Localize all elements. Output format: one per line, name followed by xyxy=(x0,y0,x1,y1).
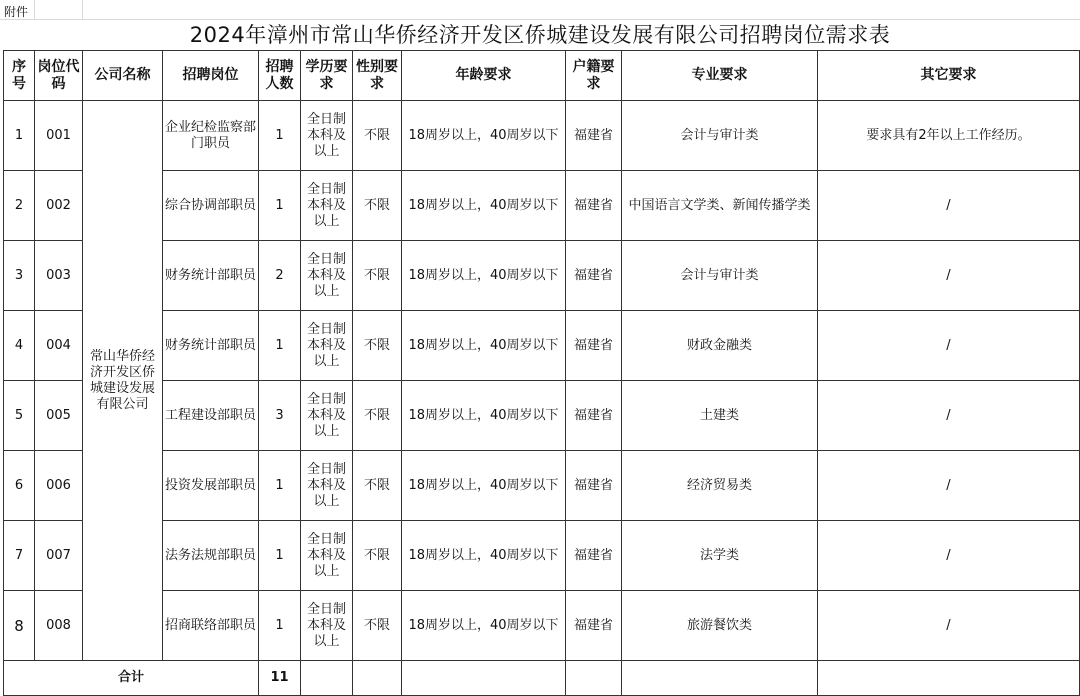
cell-position: 工程建设部职员 xyxy=(163,381,259,451)
cell-household: 福建省 xyxy=(566,311,622,381)
cell-education: 全日制本科及以上 xyxy=(301,381,353,451)
total-count: 11 xyxy=(259,661,301,696)
cell-other: / xyxy=(818,241,1080,311)
header-other: 其它要求 xyxy=(818,51,1080,101)
cell-count: 3 xyxy=(259,381,301,451)
cell-seq: 7 xyxy=(4,521,35,591)
cell-age: 18周岁以上，40周岁以下 xyxy=(402,451,566,521)
cell-age: 18周岁以上，40周岁以下 xyxy=(402,591,566,661)
cell-other: / xyxy=(818,171,1080,241)
cell-household: 福建省 xyxy=(566,591,622,661)
cell-age: 18周岁以上，40周岁以下 xyxy=(402,311,566,381)
cell-household: 福建省 xyxy=(566,451,622,521)
cell-household: 福建省 xyxy=(566,241,622,311)
cell-gender: 不限 xyxy=(353,101,402,171)
cell-gender: 不限 xyxy=(353,381,402,451)
cell-other: / xyxy=(818,451,1080,521)
cell-seq: 1 xyxy=(4,101,35,171)
table-row xyxy=(4,521,1080,591)
cell-position: 投资发展部职员 xyxy=(163,451,259,521)
cell-position: 综合协调部职员 xyxy=(163,171,259,241)
cell-major: 中国语言文学类、新闻传播学类 xyxy=(622,171,818,241)
cell-code: 001 xyxy=(35,101,83,171)
header-position: 招聘岗位 xyxy=(163,51,259,101)
cell-major: 财政金融类 xyxy=(622,311,818,381)
cell-code: 002 xyxy=(35,171,83,241)
cell-education: 全日制本科及以上 xyxy=(301,101,353,171)
cell-other: / xyxy=(818,311,1080,381)
cell-code: 005 xyxy=(35,381,83,451)
cell-gender: 不限 xyxy=(353,311,402,381)
cell-major: 会计与审计类 xyxy=(622,241,818,311)
cell-gender: 不限 xyxy=(353,521,402,591)
gridline xyxy=(34,0,35,20)
cell-gender: 不限 xyxy=(353,241,402,311)
table-header-row xyxy=(4,51,1080,101)
header-count: 招聘人数 xyxy=(259,51,301,101)
cell-count: 2 xyxy=(259,241,301,311)
cell-education: 全日制本科及以上 xyxy=(301,591,353,661)
attachment-label: 附件 xyxy=(4,5,29,19)
header-code: 岗位代码 xyxy=(35,51,83,101)
cell-household: 福建省 xyxy=(566,101,622,171)
cell-code: 008 xyxy=(35,591,83,661)
table-row xyxy=(4,171,1080,241)
header-seq: 序号 xyxy=(4,51,35,101)
cell-other: / xyxy=(818,381,1080,451)
cell-other: 要求具有2年以上工作经历。 xyxy=(818,101,1080,171)
cell-other: / xyxy=(818,591,1080,661)
cell-position: 招商联络部职员 xyxy=(163,591,259,661)
table-row xyxy=(4,311,1080,381)
cell-seq: 2 xyxy=(4,171,35,241)
cell-position: 财务统计部职员 xyxy=(163,241,259,311)
cell-education: 全日制本科及以上 xyxy=(301,521,353,591)
cell-major: 旅游餐饮类 xyxy=(622,591,818,661)
cell-education: 全日制本科及以上 xyxy=(301,171,353,241)
cell-code: 003 xyxy=(35,241,83,311)
cell-major: 会计与审计类 xyxy=(622,101,818,171)
cell-gender: 不限 xyxy=(353,591,402,661)
header-age: 年龄要求 xyxy=(402,51,566,101)
cell-seq: 6 xyxy=(4,451,35,521)
total-empty-cell xyxy=(301,661,353,696)
cell-code: 007 xyxy=(35,521,83,591)
header-household: 户籍要求 xyxy=(566,51,622,101)
cell-education: 全日制本科及以上 xyxy=(301,451,353,521)
table-row xyxy=(4,101,1080,171)
attachment-row xyxy=(0,0,1080,20)
total-empty-cell xyxy=(818,661,1080,696)
total-label: 合计 xyxy=(4,661,259,696)
cell-code: 004 xyxy=(35,311,83,381)
total-empty-cell xyxy=(353,661,402,696)
cell-age: 18周岁以上，40周岁以下 xyxy=(402,101,566,171)
cell-count: 1 xyxy=(259,171,301,241)
cell-age: 18周岁以上，40周岁以下 xyxy=(402,171,566,241)
header-major: 专业要求 xyxy=(622,51,818,101)
page-title: 2024年漳州市常山华侨经济开发区侨城建设发展有限公司招聘岗位需求表 xyxy=(189,23,891,47)
cell-education: 全日制本科及以上 xyxy=(301,241,353,311)
header-education: 学历要求 xyxy=(301,51,353,101)
cell-count: 1 xyxy=(259,521,301,591)
cell-seq: 3 xyxy=(4,241,35,311)
cell-count: 1 xyxy=(259,101,301,171)
cell-seq: 8 xyxy=(4,591,35,661)
cell-position: 财务统计部职员 xyxy=(163,311,259,381)
cell-gender: 不限 xyxy=(353,171,402,241)
total-empty-cell xyxy=(566,661,622,696)
cell-education: 全日制本科及以上 xyxy=(301,311,353,381)
cell-major: 土建类 xyxy=(622,381,818,451)
table-row xyxy=(4,591,1080,661)
header-company: 公司名称 xyxy=(83,51,163,101)
header-gender: 性别要求 xyxy=(353,51,402,101)
total-empty-cell xyxy=(622,661,818,696)
cell-position: 法务法规部职员 xyxy=(163,521,259,591)
cell-age: 18周岁以上，40周岁以下 xyxy=(402,521,566,591)
cell-seq: 5 xyxy=(4,381,35,451)
gridline xyxy=(82,0,83,20)
cell-seq: 4 xyxy=(4,311,35,381)
table-row xyxy=(4,451,1080,521)
table-row xyxy=(4,381,1080,451)
cell-code: 006 xyxy=(35,451,83,521)
cell-household: 福建省 xyxy=(566,381,622,451)
cell-count: 1 xyxy=(259,451,301,521)
cell-major: 法学类 xyxy=(622,521,818,591)
cell-position: 企业纪检监察部门职员 xyxy=(163,101,259,171)
total-row xyxy=(4,661,1080,696)
cell-household: 福建省 xyxy=(566,171,622,241)
table-row xyxy=(4,241,1080,311)
cell-age: 18周岁以上，40周岁以下 xyxy=(402,241,566,311)
recruitment-table xyxy=(3,50,1080,696)
cell-count: 1 xyxy=(259,591,301,661)
cell-other: / xyxy=(818,521,1080,591)
cell-gender: 不限 xyxy=(353,451,402,521)
cell-company: 常山华侨经济开发区侨城建设发展有限公司 xyxy=(83,101,163,661)
cell-major: 经济贸易类 xyxy=(622,451,818,521)
cell-count: 1 xyxy=(259,311,301,381)
cell-age: 18周岁以上，40周岁以下 xyxy=(402,381,566,451)
total-empty-cell xyxy=(402,661,566,696)
cell-household: 福建省 xyxy=(566,521,622,591)
